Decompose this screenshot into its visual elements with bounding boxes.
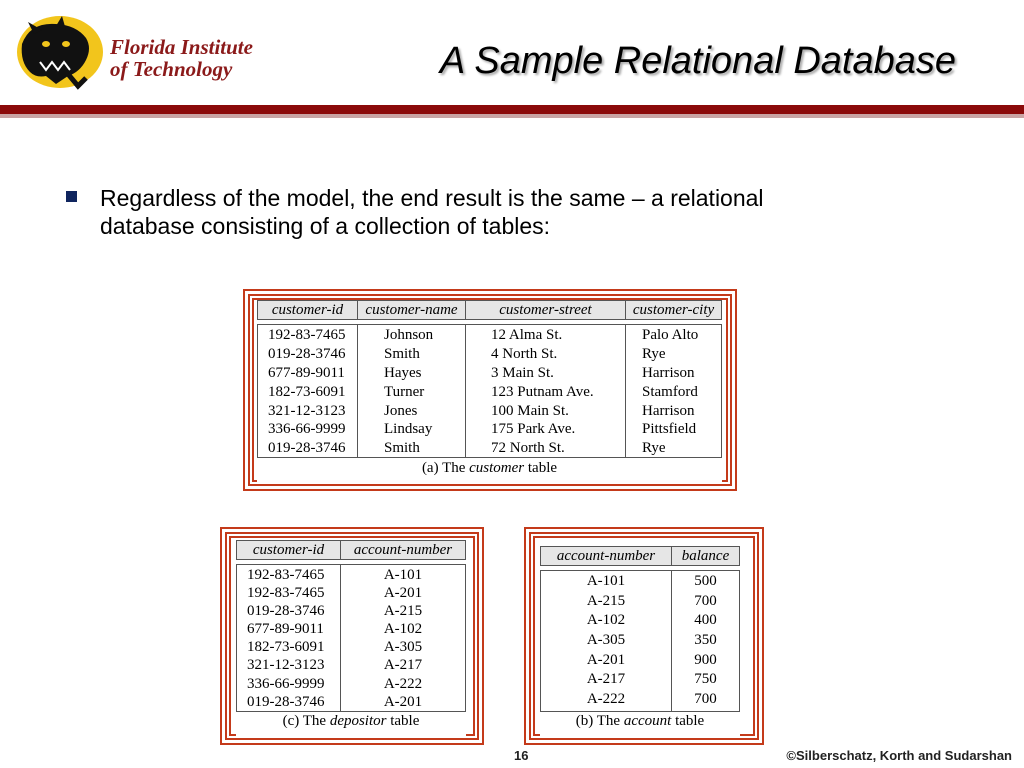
customer-table-body (257, 324, 722, 458)
table-cell: 019-28-3746 (247, 693, 325, 710)
table-cell: Rye (642, 345, 666, 362)
header-customer-city: customer-city (632, 302, 715, 318)
caption-table-name: customer (469, 460, 525, 476)
table-cell: A-215 (383, 603, 423, 620)
title-rule-shadow (0, 114, 1024, 118)
title-rule (0, 105, 1024, 114)
column-customer-id (237, 565, 341, 711)
table-cell: Palo Alto (642, 327, 699, 343)
slide-title: A Sample Relational Database (439, 40, 956, 82)
header-customer-street: customer-street (466, 301, 626, 319)
table-cell: Stamford (642, 383, 698, 400)
customer-table-header (257, 300, 722, 320)
header-account-number: account-number (353, 542, 453, 558)
account-table (540, 546, 740, 736)
table-cell: 677-89-9011 (268, 364, 345, 381)
depositor-table-header (236, 540, 466, 560)
table-cell: A-201 (383, 693, 423, 710)
caption-prefix: (c) The (282, 713, 327, 729)
table-cell: 321-12-3123 (268, 402, 346, 419)
table-cell: A-101 (383, 567, 423, 583)
column-account-number (341, 565, 465, 711)
account-table-caption (540, 713, 740, 730)
header-customer-id: customer-id (258, 301, 358, 319)
caption-table-name: depositor (329, 713, 387, 729)
column-customer-id (258, 325, 358, 457)
header-customer-name: customer-name (358, 301, 466, 319)
table-cell: A-305 (383, 639, 423, 656)
table-cell: A-101 (586, 573, 626, 589)
table-cell: 192-83-7465 (247, 567, 325, 583)
table-cell: 750 (694, 671, 717, 688)
table-cell: A-305 (586, 632, 626, 649)
column-customer-city (626, 325, 721, 457)
table-cell: Rye (642, 440, 666, 457)
caption-suffix: table (675, 713, 705, 729)
table-cell: A-222 (383, 675, 423, 692)
caption-prefix: (a) The (421, 460, 466, 476)
table-cell: Lindsay (384, 421, 433, 438)
depositor-table (236, 540, 466, 736)
account-table-header (540, 546, 740, 566)
institute-logo (16, 14, 256, 90)
caption-suffix: table (527, 460, 558, 476)
table-cell: 192-83-7465 (247, 585, 325, 602)
table-cell: 336-66-9999 (268, 421, 346, 438)
caption-table-name: account (623, 713, 672, 729)
copyright-notice: ©Silberschatz, Korth and Sudarshan (786, 748, 1012, 763)
table-cell: Pittsfield (642, 421, 697, 438)
header-customer-id: customer-id (237, 541, 341, 559)
table-cell: Hayes (384, 364, 422, 381)
table-cell: 72 North St. (491, 440, 565, 457)
header-account-number: account-number (541, 547, 672, 565)
table-cell: A-217 (586, 671, 626, 688)
table-cell: 100 Main St. (491, 402, 569, 419)
caption-suffix: table (390, 713, 420, 729)
table-cell: 019-28-3746 (268, 440, 346, 457)
page-number: 16 (514, 748, 529, 763)
table-cell: A-217 (383, 657, 423, 674)
table-cell: 3 Main St. (491, 364, 554, 381)
header-balance: balance (681, 548, 730, 564)
table-cell: 700 (694, 592, 717, 609)
table-cell: A-201 (383, 585, 423, 602)
logo-line-1: Florida Institute (110, 35, 253, 59)
bullet-text-line-2: database consisting of a collection of tables: (100, 213, 551, 239)
table-cell: Turner (384, 383, 425, 400)
logo-line-2: of Technology (110, 57, 233, 81)
table-cell: 321-12-3123 (247, 657, 325, 674)
table-cell: 900 (694, 651, 717, 668)
table-cell: Johnson (384, 327, 434, 343)
depositor-table-body (236, 564, 466, 712)
table-cell: 175 Park Ave. (491, 421, 576, 438)
depositor-table-caption (236, 713, 466, 730)
column-balance (672, 571, 739, 711)
table-cell: A-201 (586, 651, 626, 668)
table-cell: 700 (694, 691, 717, 708)
table-cell: Harrison (642, 402, 695, 419)
table-cell: Smith (384, 440, 420, 457)
table-cell: 336-66-9999 (247, 675, 325, 692)
table-cell: 182-73-6091 (247, 639, 325, 656)
table-cell: A-215 (586, 592, 626, 609)
table-cell: 677-89-9011 (247, 621, 324, 638)
table-cell: 182-73-6091 (268, 383, 346, 400)
table-cell: Smith (384, 345, 420, 362)
bullet-point (66, 184, 866, 240)
column-customer-street (466, 325, 626, 457)
panther-icon (16, 14, 106, 90)
column-customer-name (358, 325, 466, 457)
table-cell: 400 (694, 612, 717, 629)
table-cell: 192-83-7465 (268, 327, 346, 343)
table-cell: 123 Putnam Ave. (491, 383, 594, 400)
square-bullet-icon (66, 191, 77, 202)
table-cell: 350 (694, 632, 717, 649)
table-cell: Jones (384, 402, 418, 419)
table-cell: A-222 (586, 691, 626, 708)
table-cell: 500 (694, 573, 717, 589)
table-cell: A-102 (383, 621, 423, 638)
table-cell: Harrison (642, 364, 695, 381)
table-cell: A-102 (586, 612, 626, 629)
customer-table (257, 300, 722, 482)
bullet-text-line-1: Regardless of the model, the end result is the same – a relational (100, 185, 764, 211)
column-account-number (541, 571, 672, 711)
table-cell: 019-28-3746 (247, 603, 325, 620)
caption-prefix: (b) The (575, 713, 621, 729)
account-table-body (540, 570, 740, 712)
customer-table-caption (257, 460, 722, 477)
table-cell: 019-28-3746 (268, 345, 346, 362)
table-cell: 4 North St. (491, 345, 558, 362)
table-cell: 12 Alma St. (491, 327, 563, 343)
